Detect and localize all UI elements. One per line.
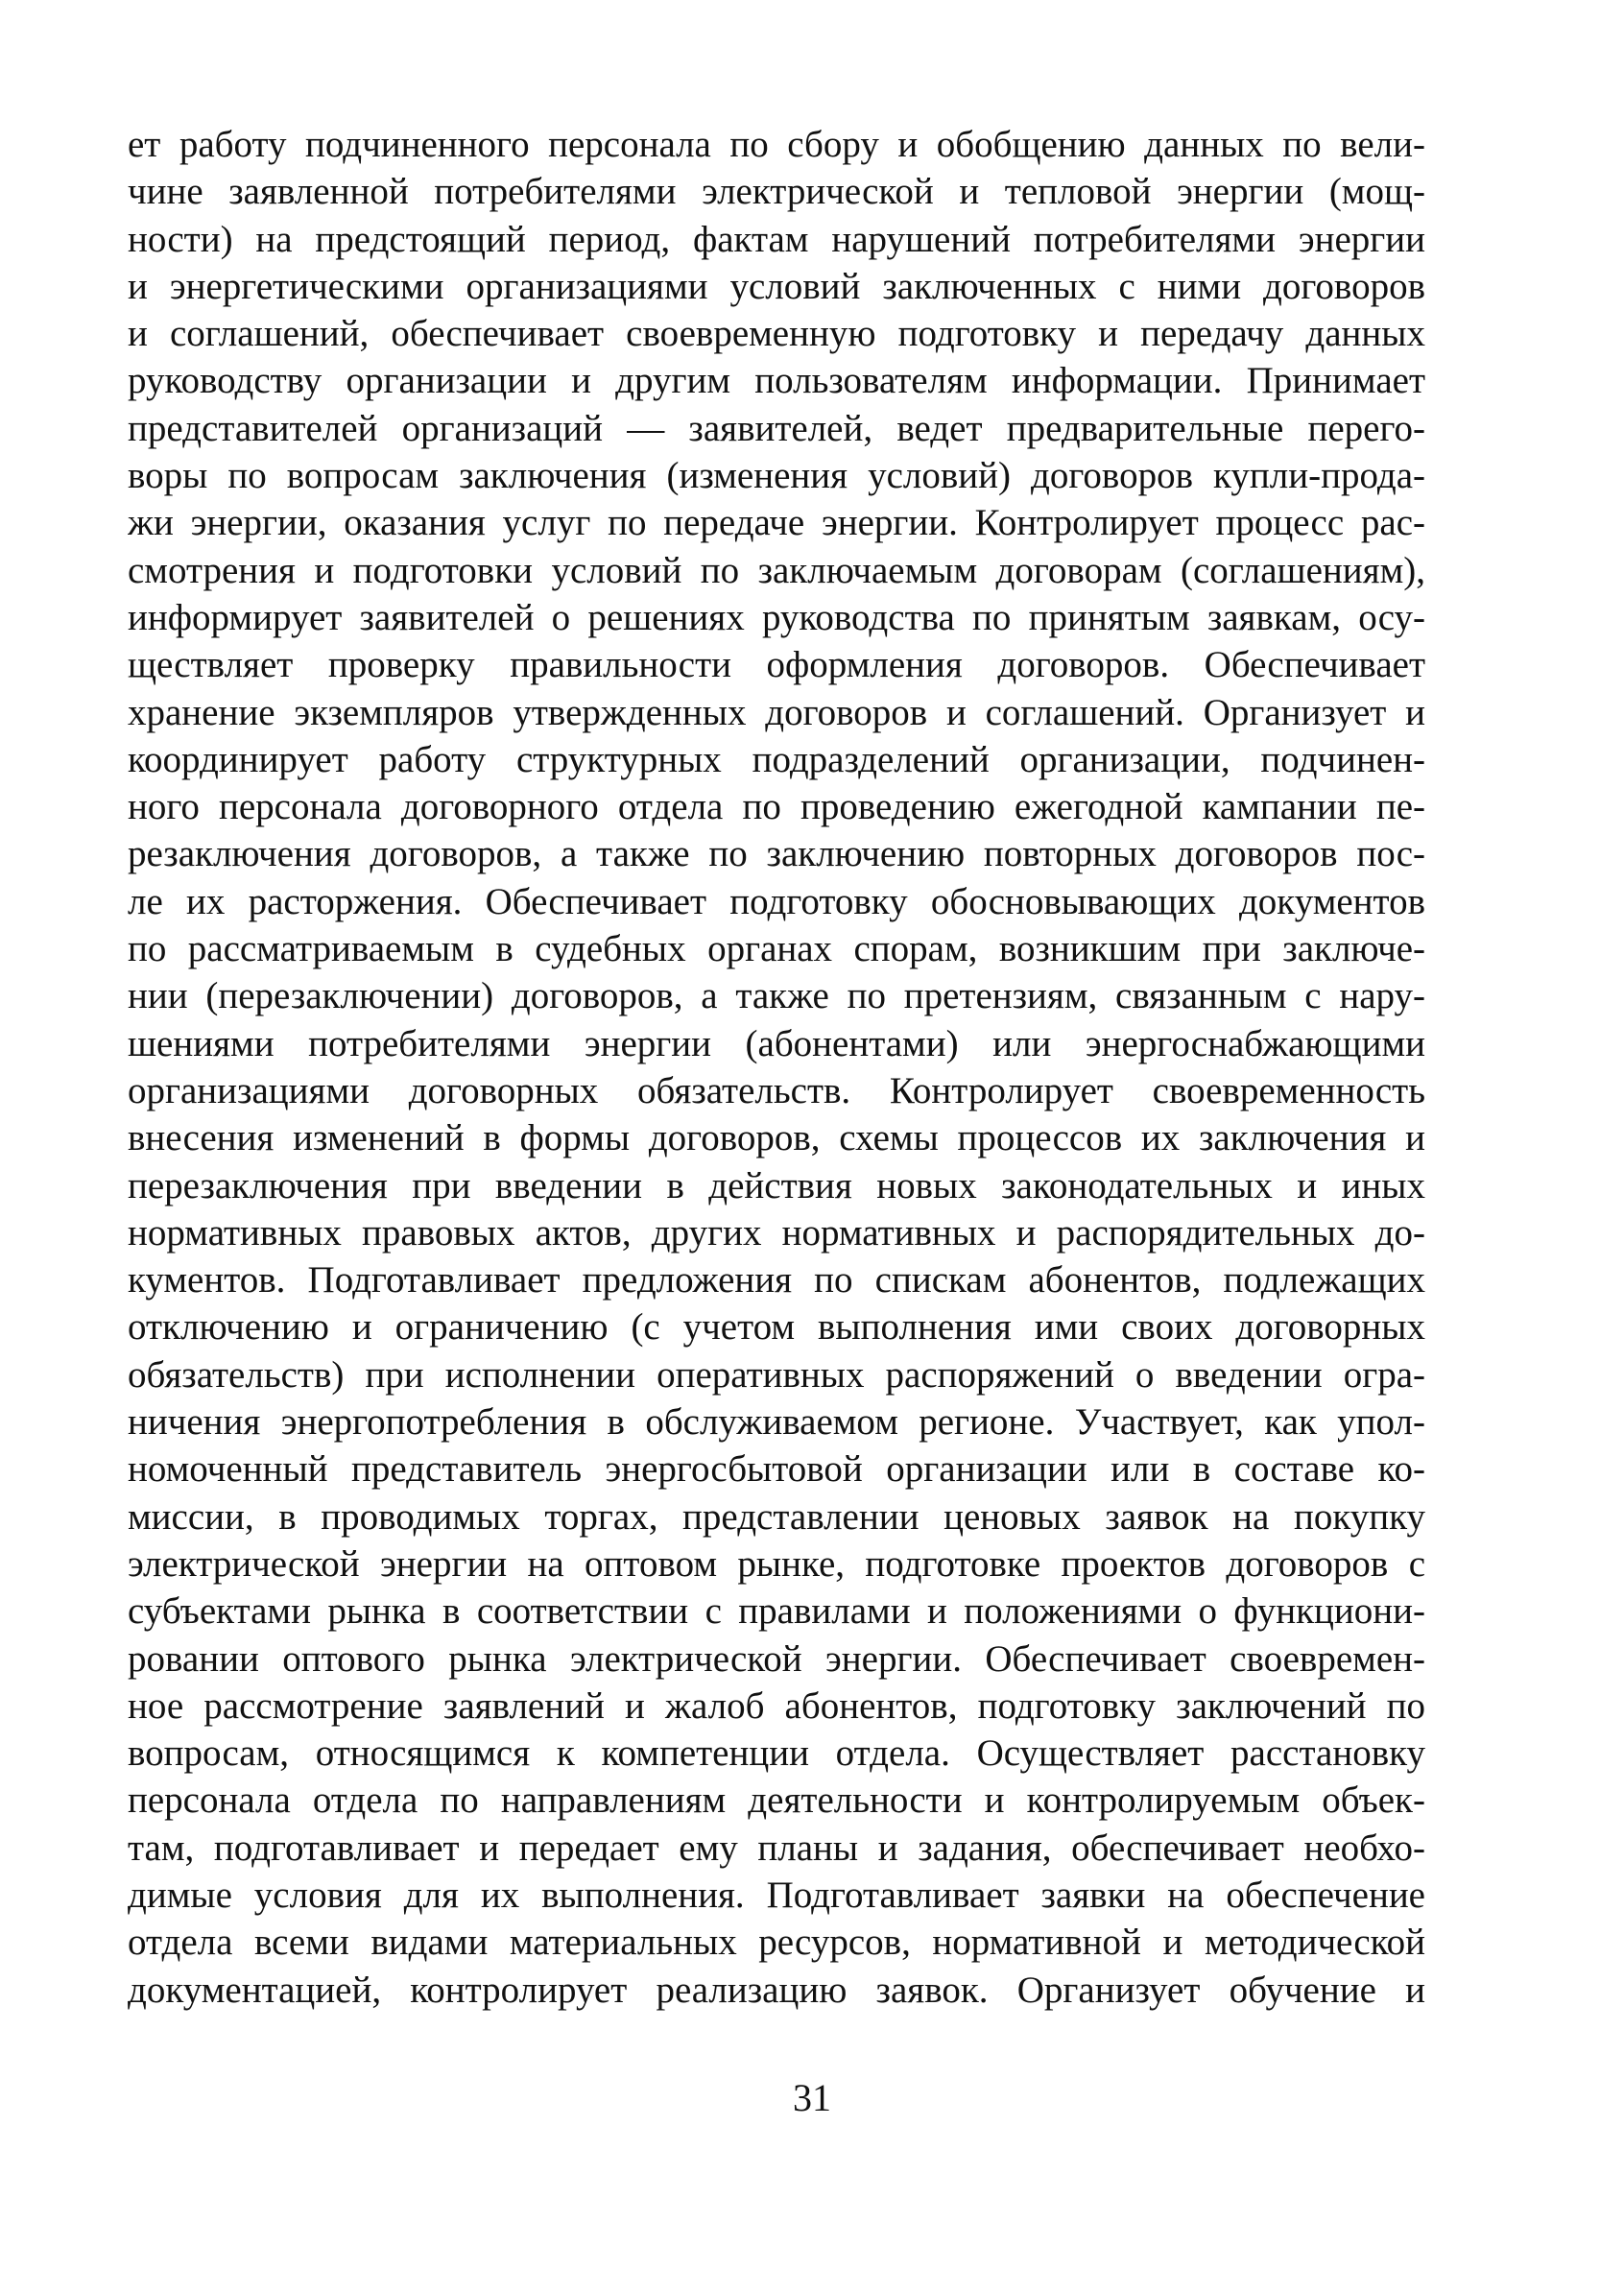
text-line: организациями договорных обязательств. Контролирует своевременность xyxy=(128,1069,1425,1111)
text-line: номоченный представитель энергосбытовой организации или в составе ко- xyxy=(128,1448,1425,1491)
text-line: обязательств) при исполнении оперативных распоряжений о введении огра- xyxy=(128,1353,1425,1396)
text-line: координирует работу структурных подразделений организации, подчинен- xyxy=(128,738,1425,780)
text-line: внесения изменений в формы договоров, схемы процессов их заключения и xyxy=(128,1117,1425,1159)
text-line: там, подготавливает и передает ему планы и задания, обеспечивает необхо- xyxy=(128,1827,1425,1869)
text-line: и соглашений, обеспечивает своевременную подготовку и передачу данных xyxy=(128,313,1425,355)
text-line: ности) на предстоящий период, фактам нарушений потребителями энергии xyxy=(128,218,1425,260)
text-line: ное рассмотрение заявлений и жалоб абонентов, подготовку заключений по xyxy=(128,1684,1425,1727)
text-line: жи энергии, оказания услуг по передаче энергии. Контролирует процесс рас- xyxy=(128,502,1425,544)
text-line: ществляет проверку правильности оформления договоров. Обеспечивает xyxy=(128,644,1425,686)
text-line: отключению и ограничению (с учетом выполнения ими своих договорных xyxy=(128,1306,1425,1349)
text-line: документацией, контролирует реализацию заявок. Организует обучение и xyxy=(128,1969,1425,2011)
text-line: вопросам, относящимся к компетенции отдела. Осуществляет расстановку xyxy=(128,1732,1425,1775)
text-line: ничения энергопотребления в обслуживаемом регионе. Участвует, как упол- xyxy=(128,1401,1425,1444)
text-line: нии (перезаключении) договоров, а также по претензиям, связанным с нару- xyxy=(128,975,1425,1017)
text-line: и энергетическими организациями условий заключенных с ними договоров xyxy=(128,265,1425,307)
text-line: ет работу подчиненного персонала по сбору и обобщению данных по вели- xyxy=(128,124,1425,165)
text-line: смотрения и подготовки условий по заключаемым договорам (соглашениям), xyxy=(128,549,1425,591)
text-line: перезаключения при введении в действия новых законодательных и иных xyxy=(128,1164,1425,1206)
text-line: ровании оптового рынка электрической энергии. Обеспечивает своевремен- xyxy=(128,1637,1425,1680)
text-line: ле их расторжения. Обеспечивает подготовку обосновывающих документов xyxy=(128,880,1425,922)
text-line: димые условия для их выполнения. Подготавливает заявки на обеспечение xyxy=(128,1874,1425,1916)
text-line: информирует заявителей о решениях руководства по принятым заявкам, осу- xyxy=(128,596,1425,638)
text-line: отдела всеми видами материальных ресурсов, нормативной и методической xyxy=(128,1922,1425,1964)
text-line: персонала отдела по направлениям деятельности и контролируемым объек- xyxy=(128,1779,1425,1822)
text-line: ного персонала договорного отдела по проведению ежегодной кампании пе- xyxy=(128,786,1425,828)
text-line: резаключения договоров, а также по заключению повторных договоров пос- xyxy=(128,833,1425,875)
text-line: воры по вопросам заключения (изменения условий) договоров купли-прода- xyxy=(128,455,1425,497)
page-number: 31 xyxy=(793,2076,831,2119)
text-line: кументов. Подготавливает предложения по спискам абонентов, подлежащих xyxy=(128,1259,1425,1302)
text-line: электрической энергии на оптовом рынке, подготовке проектов договоров с xyxy=(128,1542,1425,1585)
text-line: руководству организации и другим пользователям информации. Принимает xyxy=(128,360,1425,402)
text-line: представителей организаций — заявителей, ведет предварительные перего- xyxy=(128,407,1425,449)
text-line: хранение экземпляров утвержденных договоров и соглашений. Организует и xyxy=(128,691,1425,733)
body-text xyxy=(128,121,1425,2014)
text-line: чине заявленной потребителями электрической и тепловой энергии (мощ- xyxy=(128,171,1425,213)
text-line: шениями потребителями энергии (абонентами) или энергоснабжающими xyxy=(128,1022,1425,1064)
text-line: нормативных правовых актов, других нормативных и распорядительных до- xyxy=(128,1211,1425,1254)
text-line: миссии, в проводимых торгах, представлении ценовых заявок на покупку xyxy=(128,1495,1425,1538)
text-line: субъектами рынка в соответствии с правилами и положениями о функциони- xyxy=(128,1590,1425,1633)
text-line: по рассматриваемым в судебных органах спорам, возникшим при заключе- xyxy=(128,928,1425,970)
